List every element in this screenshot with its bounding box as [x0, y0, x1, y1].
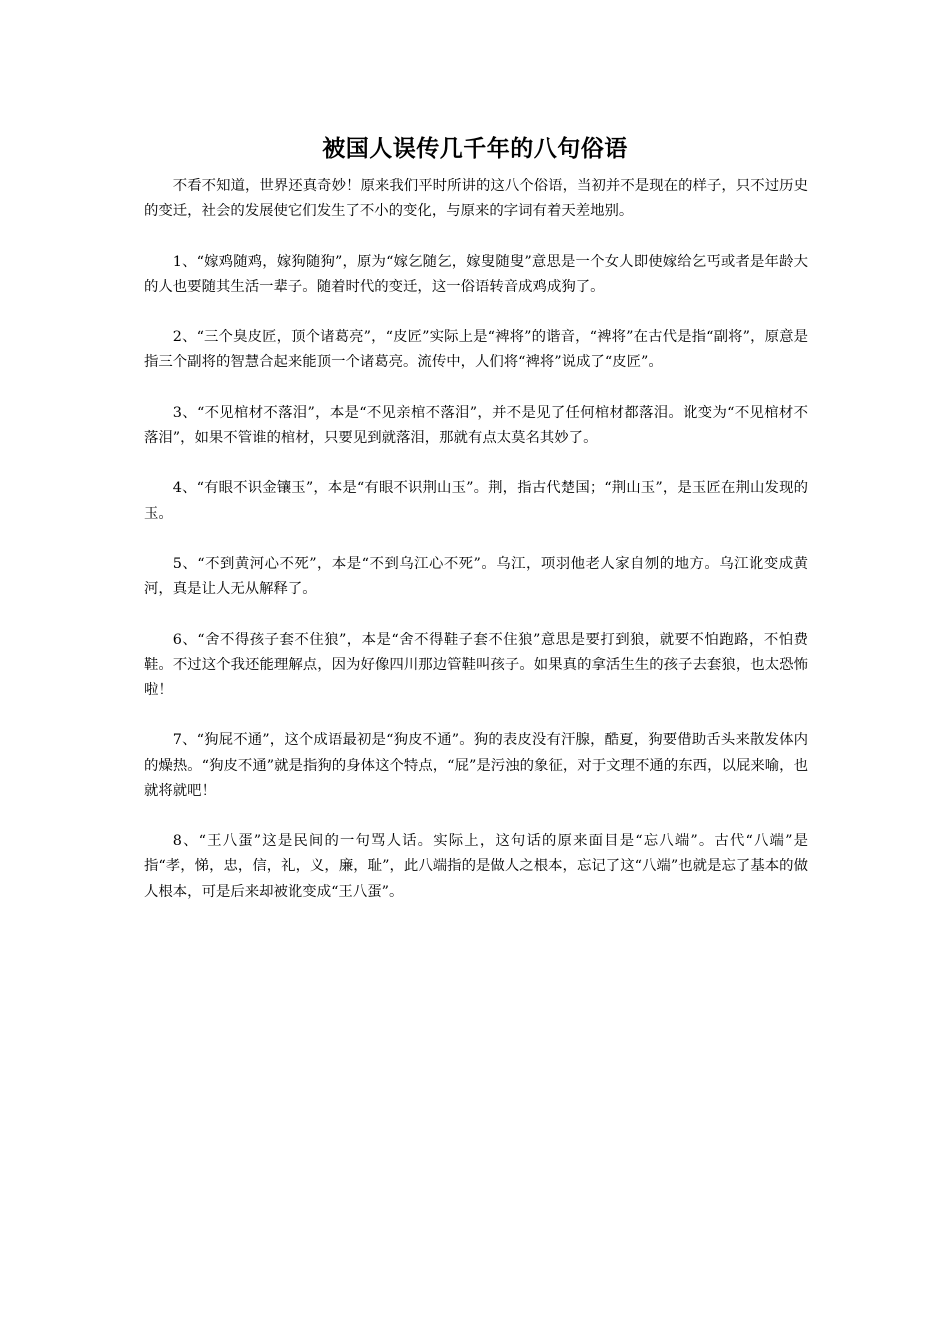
document-title: 被国人误传几千年的八句俗语: [322, 135, 628, 162]
saying-paragraph-8: 8、“王八蛋”这是民间的一句骂人话。实际上，这句话的原来面目是“忘八端”。古代“八端”是指“孝，悌，忠，信，礼，义，廉，耻”，此八端指的是做人之根本，忘记了这“八端”也就是忘了基本的做人根本，可是后来却被讹变成“王八蛋”。: [144, 833, 808, 900]
saying-paragraph-7: 7、“狗屁不通”，这个成语最初是“狗皮不通”。狗的表皮没有汗腺，酷夏，狗要借助舌头来散发体内的燥热。“狗皮不通”就是指狗的身体这个特点，“屁”是污浊的象征，对于文理不通的东西，以屁来喻，也就将就吧！: [144, 732, 808, 799]
saying-paragraph-6: 6、“舍不得孩子套不住狼”，本是“舍不得鞋子套不住狼”意思是要打到狼，就要不怕跑路，不怕费鞋。不过这个我还能理解点，因为好像四川那边管鞋叫孩子。如果真的拿活生生的孩子去套狼，也太恐怖啦！: [144, 631, 808, 698]
saying-paragraph-5: 5、“不到黄河心不死”，本是“不到乌江心不死”。乌江，项羽他老人家自刎的地方。乌江讹变成黄河，真是让人无从解释了。: [144, 555, 808, 598]
saying-paragraph-2: 2、“三个臭皮匠，顶个诸葛亮”，“皮匠”实际上是“裨将”的谐音，“裨将”在古代是指“副将”，原意是指三个副将的智慧合起来能顶一个诸葛亮。流传中，人们将“裨将”说成了“皮匠”。: [144, 329, 808, 371]
saying-paragraph-4: 4、“有眼不识金镶玉”，本是“有眼不识荆山玉”。荆，指古代楚国；“荆山玉”，是玉匠在荆山发现的玉。: [144, 480, 808, 522]
saying-paragraph-1: 1、“嫁鸡随鸡，嫁狗随狗”，原为“嫁乞随乞，嫁叟随叟”意思是一个女人即使嫁给乞丐或者是年龄大的人也要随其生活一辈子。随着时代的变迁，这一俗语转音成鸡成狗了。: [144, 253, 808, 295]
intro-paragraph: 不看不知道，世界还真奇妙！原来我们平时所讲的这八个俗语，当初并不是现在的样子，只不过历史的变迁，社会的发展使它们发生了不小的变化，与原来的字词有着天差地别。: [144, 178, 808, 220]
saying-paragraph-3: 3、“不见棺材不落泪”，本是“不见亲棺不落泪”，并不是见了任何棺材都落泪。讹变为“不见棺材不落泪”，如果不管谁的棺材，只要见到就落泪，那就有点太莫名其妙了。: [144, 404, 808, 446]
document-body: [144, 174, 808, 930]
